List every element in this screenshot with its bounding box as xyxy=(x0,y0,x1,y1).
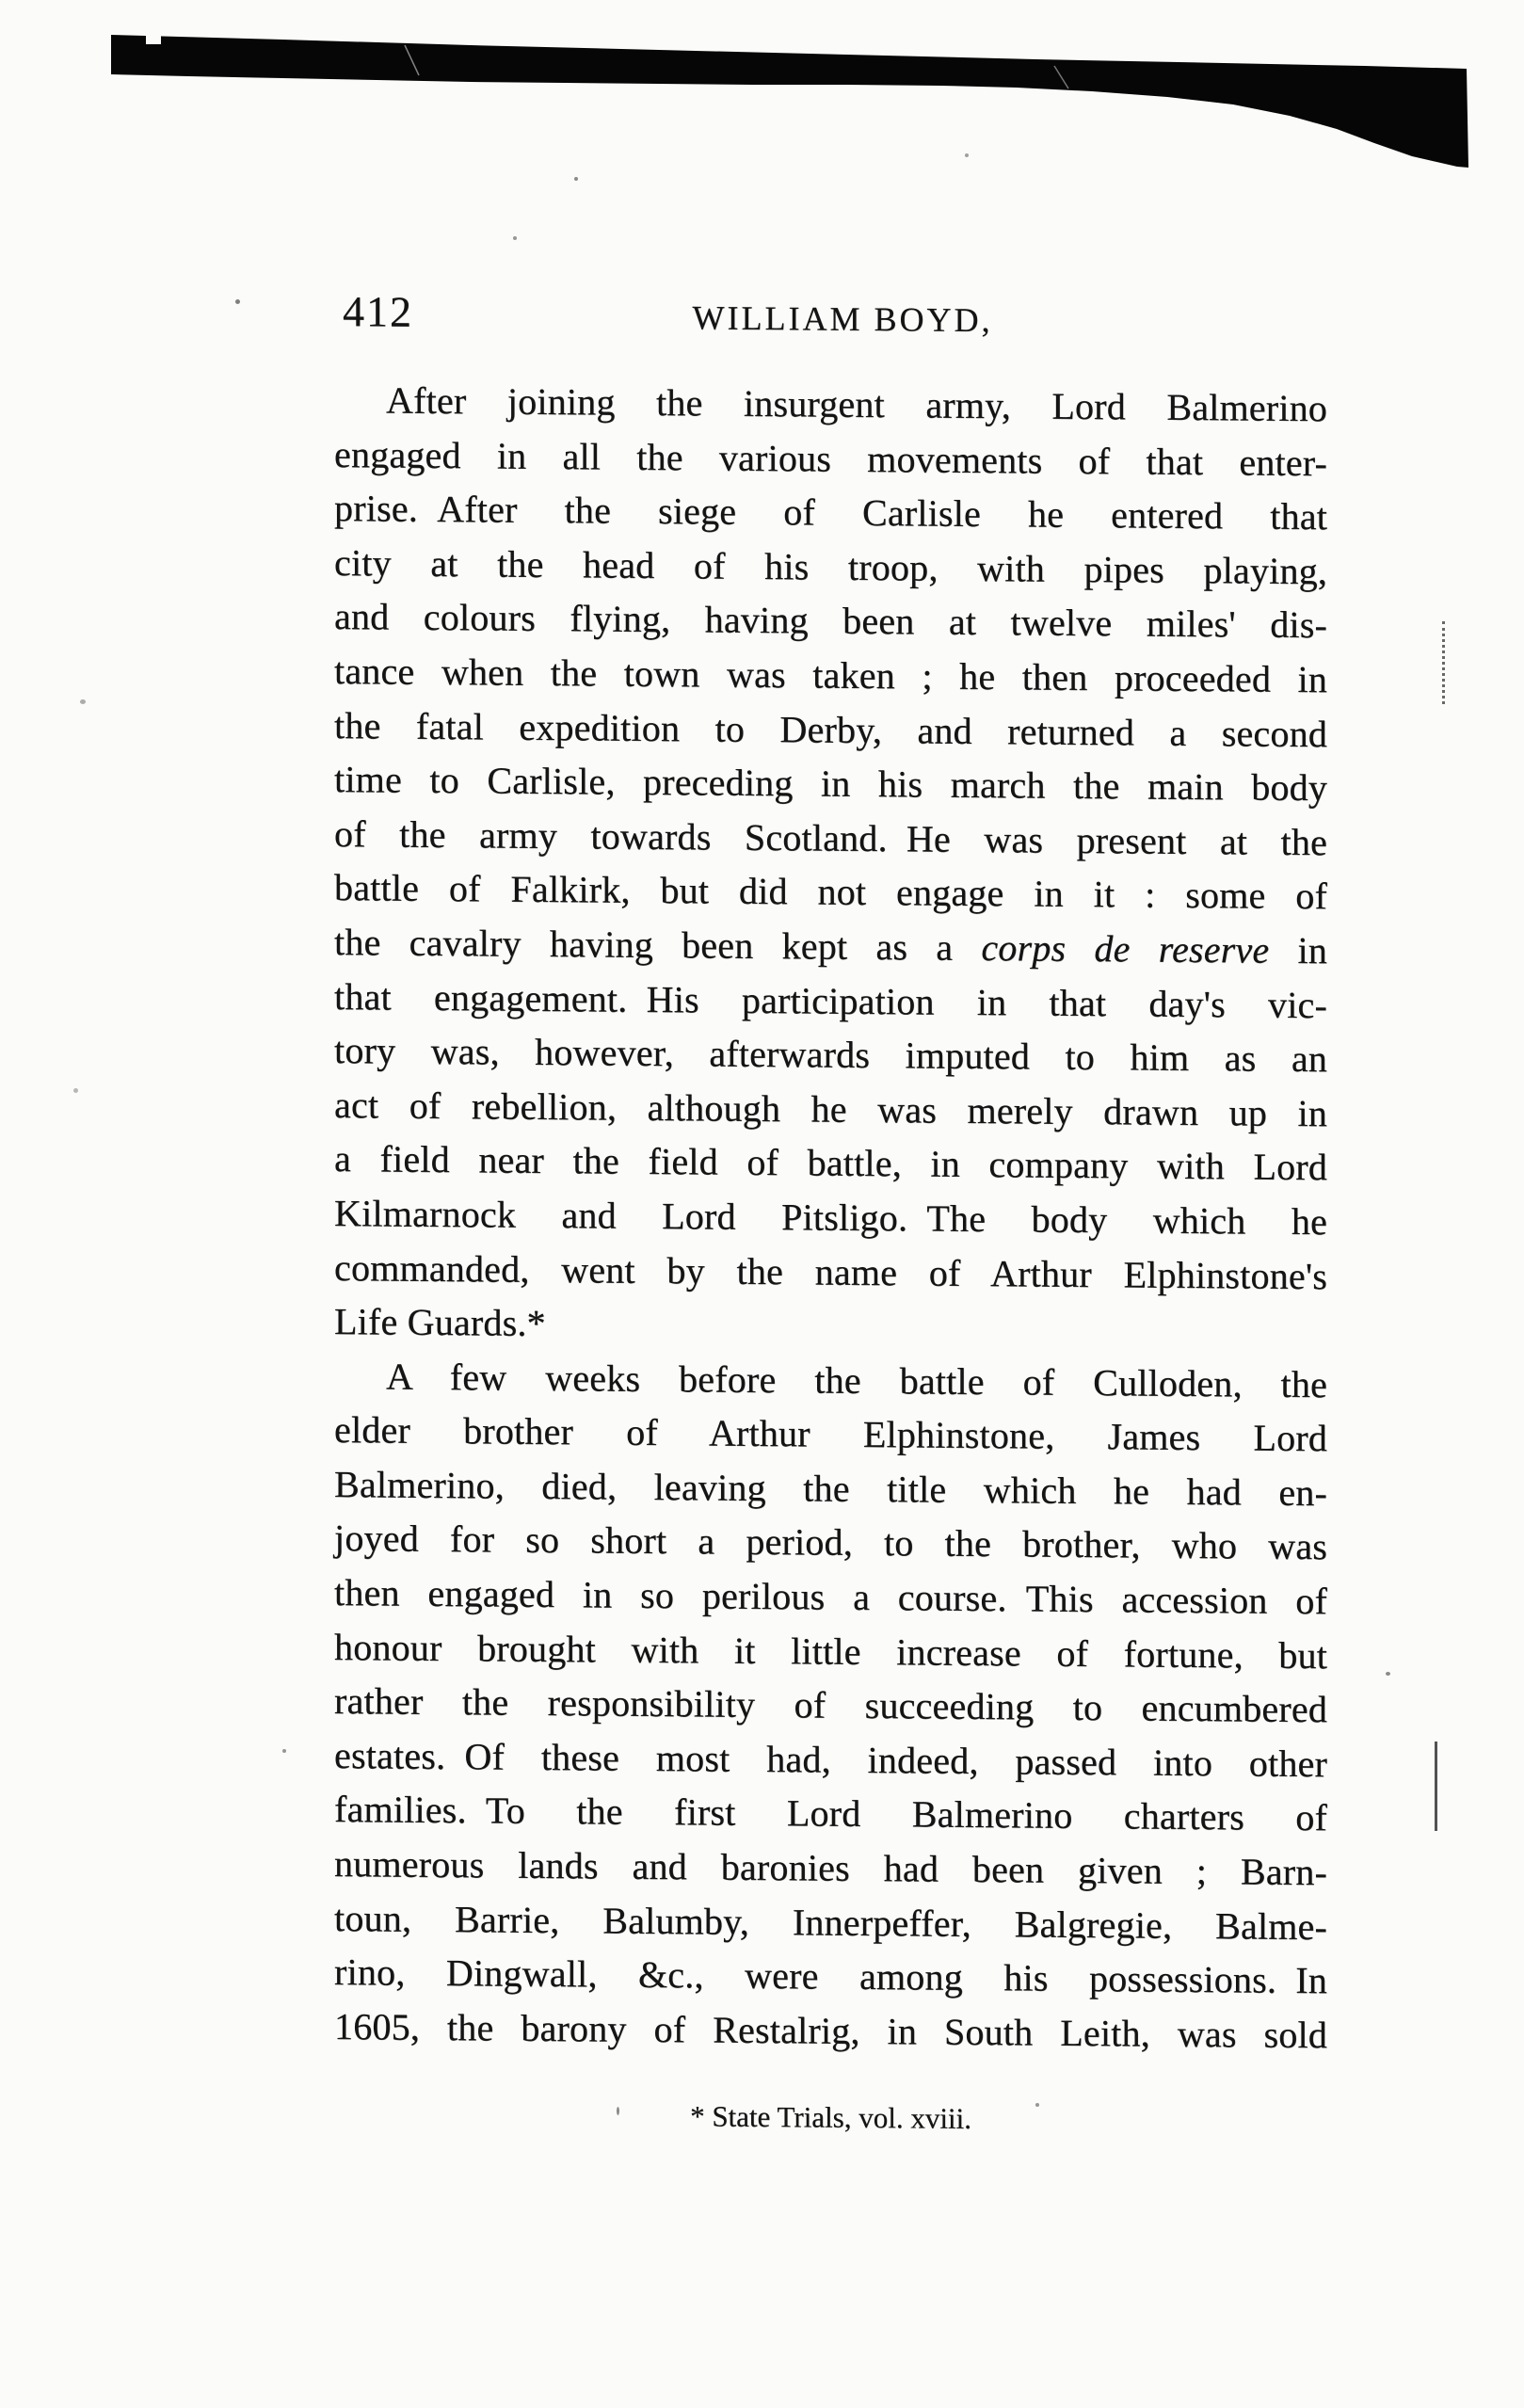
text-line xyxy=(334,536,1327,599)
text-segment: the fatal expedition to Derby, and returned a second xyxy=(334,703,1327,755)
text-segment: families. To the first Lord Balmerino charters of xyxy=(334,1788,1327,1839)
text-segment: then engaged in so perilous a course. This accession of xyxy=(334,1571,1327,1623)
text-line xyxy=(334,1782,1327,1845)
text-segment: engaged in all the various movements of that enter- xyxy=(334,432,1327,484)
scan-speck xyxy=(1035,2103,1039,2107)
text-segment: Life Guards.* xyxy=(334,1300,546,1345)
text-segment: that engagement. His participation in that day's vic- xyxy=(334,974,1327,1026)
footnote: * State Trials, vol. xviii. xyxy=(690,2099,971,2135)
text-segment: prise. After the siege of Carlisle he entered that xyxy=(334,487,1327,538)
text-line xyxy=(334,481,1327,544)
text-segment: a field near the field of battle, in company with Lord xyxy=(334,1137,1327,1189)
body-text xyxy=(334,373,1327,2063)
scan-speck xyxy=(574,177,578,181)
scan-vdots xyxy=(1442,621,1448,704)
text-line xyxy=(334,1023,1327,1086)
text-line xyxy=(334,427,1327,490)
scan-speck xyxy=(80,699,86,704)
text-segment: 1605, the barony of Restalrig, in South Leith, was sold xyxy=(334,2004,1327,2057)
page-number: 412 xyxy=(343,287,413,336)
text-line xyxy=(334,1349,1327,1412)
text-line xyxy=(334,1674,1327,1737)
text-line xyxy=(334,752,1327,815)
text-line xyxy=(334,644,1327,707)
text-line xyxy=(334,1403,1327,1466)
text-line xyxy=(334,1132,1327,1195)
scan-speck xyxy=(617,2107,619,2115)
text-line xyxy=(334,589,1327,652)
text-segment: battle of Falkirk, but did not engage in it : some of xyxy=(334,866,1327,918)
text-line xyxy=(334,1511,1327,1574)
text-segment: estates. Of these most had, indeed, passed into other xyxy=(334,1733,1327,1786)
text-line xyxy=(334,1999,1327,2063)
text-line xyxy=(334,1186,1327,1249)
text-segment: city at the head of his troop, with pipes playing, xyxy=(334,540,1327,592)
text-segment: and colours flying, having been at twelve miles' dis- xyxy=(334,595,1327,647)
text-line xyxy=(334,970,1327,1033)
scan-vline xyxy=(1435,1742,1437,1831)
text-line xyxy=(334,1891,1327,1954)
text-line xyxy=(334,1837,1327,1900)
text-segment: A few weeks before the battle of Culloden, the xyxy=(386,1355,1327,1405)
text-line xyxy=(334,807,1327,870)
text-line xyxy=(334,698,1327,762)
text-line xyxy=(334,1457,1327,1520)
text-line xyxy=(334,1565,1327,1629)
text-line xyxy=(334,1241,1327,1304)
text-segment: the cavalry having been kept as a xyxy=(334,920,982,969)
scan-speck xyxy=(1386,1672,1390,1676)
scan-speck xyxy=(235,299,240,304)
text-line xyxy=(334,1945,1327,2008)
text-segment: of the army towards Scotland. He was present at the xyxy=(334,811,1327,863)
scan-speck xyxy=(965,153,969,157)
text-line xyxy=(334,373,1327,436)
text-segment: commanded, went by the name of Arthur Elphinstone's xyxy=(334,1245,1327,1297)
text-segment: joyed for so short a period, to the brother, who was xyxy=(334,1517,1327,1568)
text-segment: tory was, however, afterwards imputed to him as an xyxy=(334,1029,1327,1081)
text-segment: rather the responsibility of succeeding to encumbered xyxy=(334,1679,1327,1731)
text-line xyxy=(334,1294,1327,1357)
text-segment: in xyxy=(1269,928,1327,972)
text-segment: elder brother of Arthur Elphinstone, James Lord xyxy=(334,1408,1327,1460)
text-segment: tance when the town was taken ; he then proceeded in xyxy=(334,649,1327,701)
text-line xyxy=(334,1078,1327,1141)
text-segment: rino, Dingwall, &c., were among his possessions. In xyxy=(334,1950,1327,2002)
scan-speck xyxy=(73,1088,78,1093)
text-segment: After joining the insurgent army, Lord Balmerino xyxy=(386,378,1327,430)
text-line xyxy=(334,915,1327,978)
text-line xyxy=(334,860,1327,923)
running-header: WILLIAM BOYD, xyxy=(692,298,993,340)
text-segment: act of rebellion, although he was merely drawn up in xyxy=(334,1083,1327,1134)
text-segment: honour brought with it little increase of fortune, but xyxy=(334,1625,1327,1677)
text-segment: Balmerino, died, leaving the title which he had en- xyxy=(334,1462,1327,1515)
text-segment: toun, Barrie, Balumby, Innerpeffer, Balgregie, Balme- xyxy=(334,1896,1327,1948)
scan-speck xyxy=(282,1749,286,1753)
text-segment: time to Carlisle, preceding in his march the main body xyxy=(334,758,1327,810)
italic-phrase: corps de reserve xyxy=(981,925,1270,971)
text-line xyxy=(334,1728,1327,1791)
text-line xyxy=(334,1620,1327,1683)
text-segment: numerous lands and baronies had been given ; Barn- xyxy=(334,1842,1327,1894)
text-segment: Kilmarnock and Lord Pitsligo. The body which he xyxy=(334,1191,1327,1244)
scan-speck xyxy=(513,236,517,240)
